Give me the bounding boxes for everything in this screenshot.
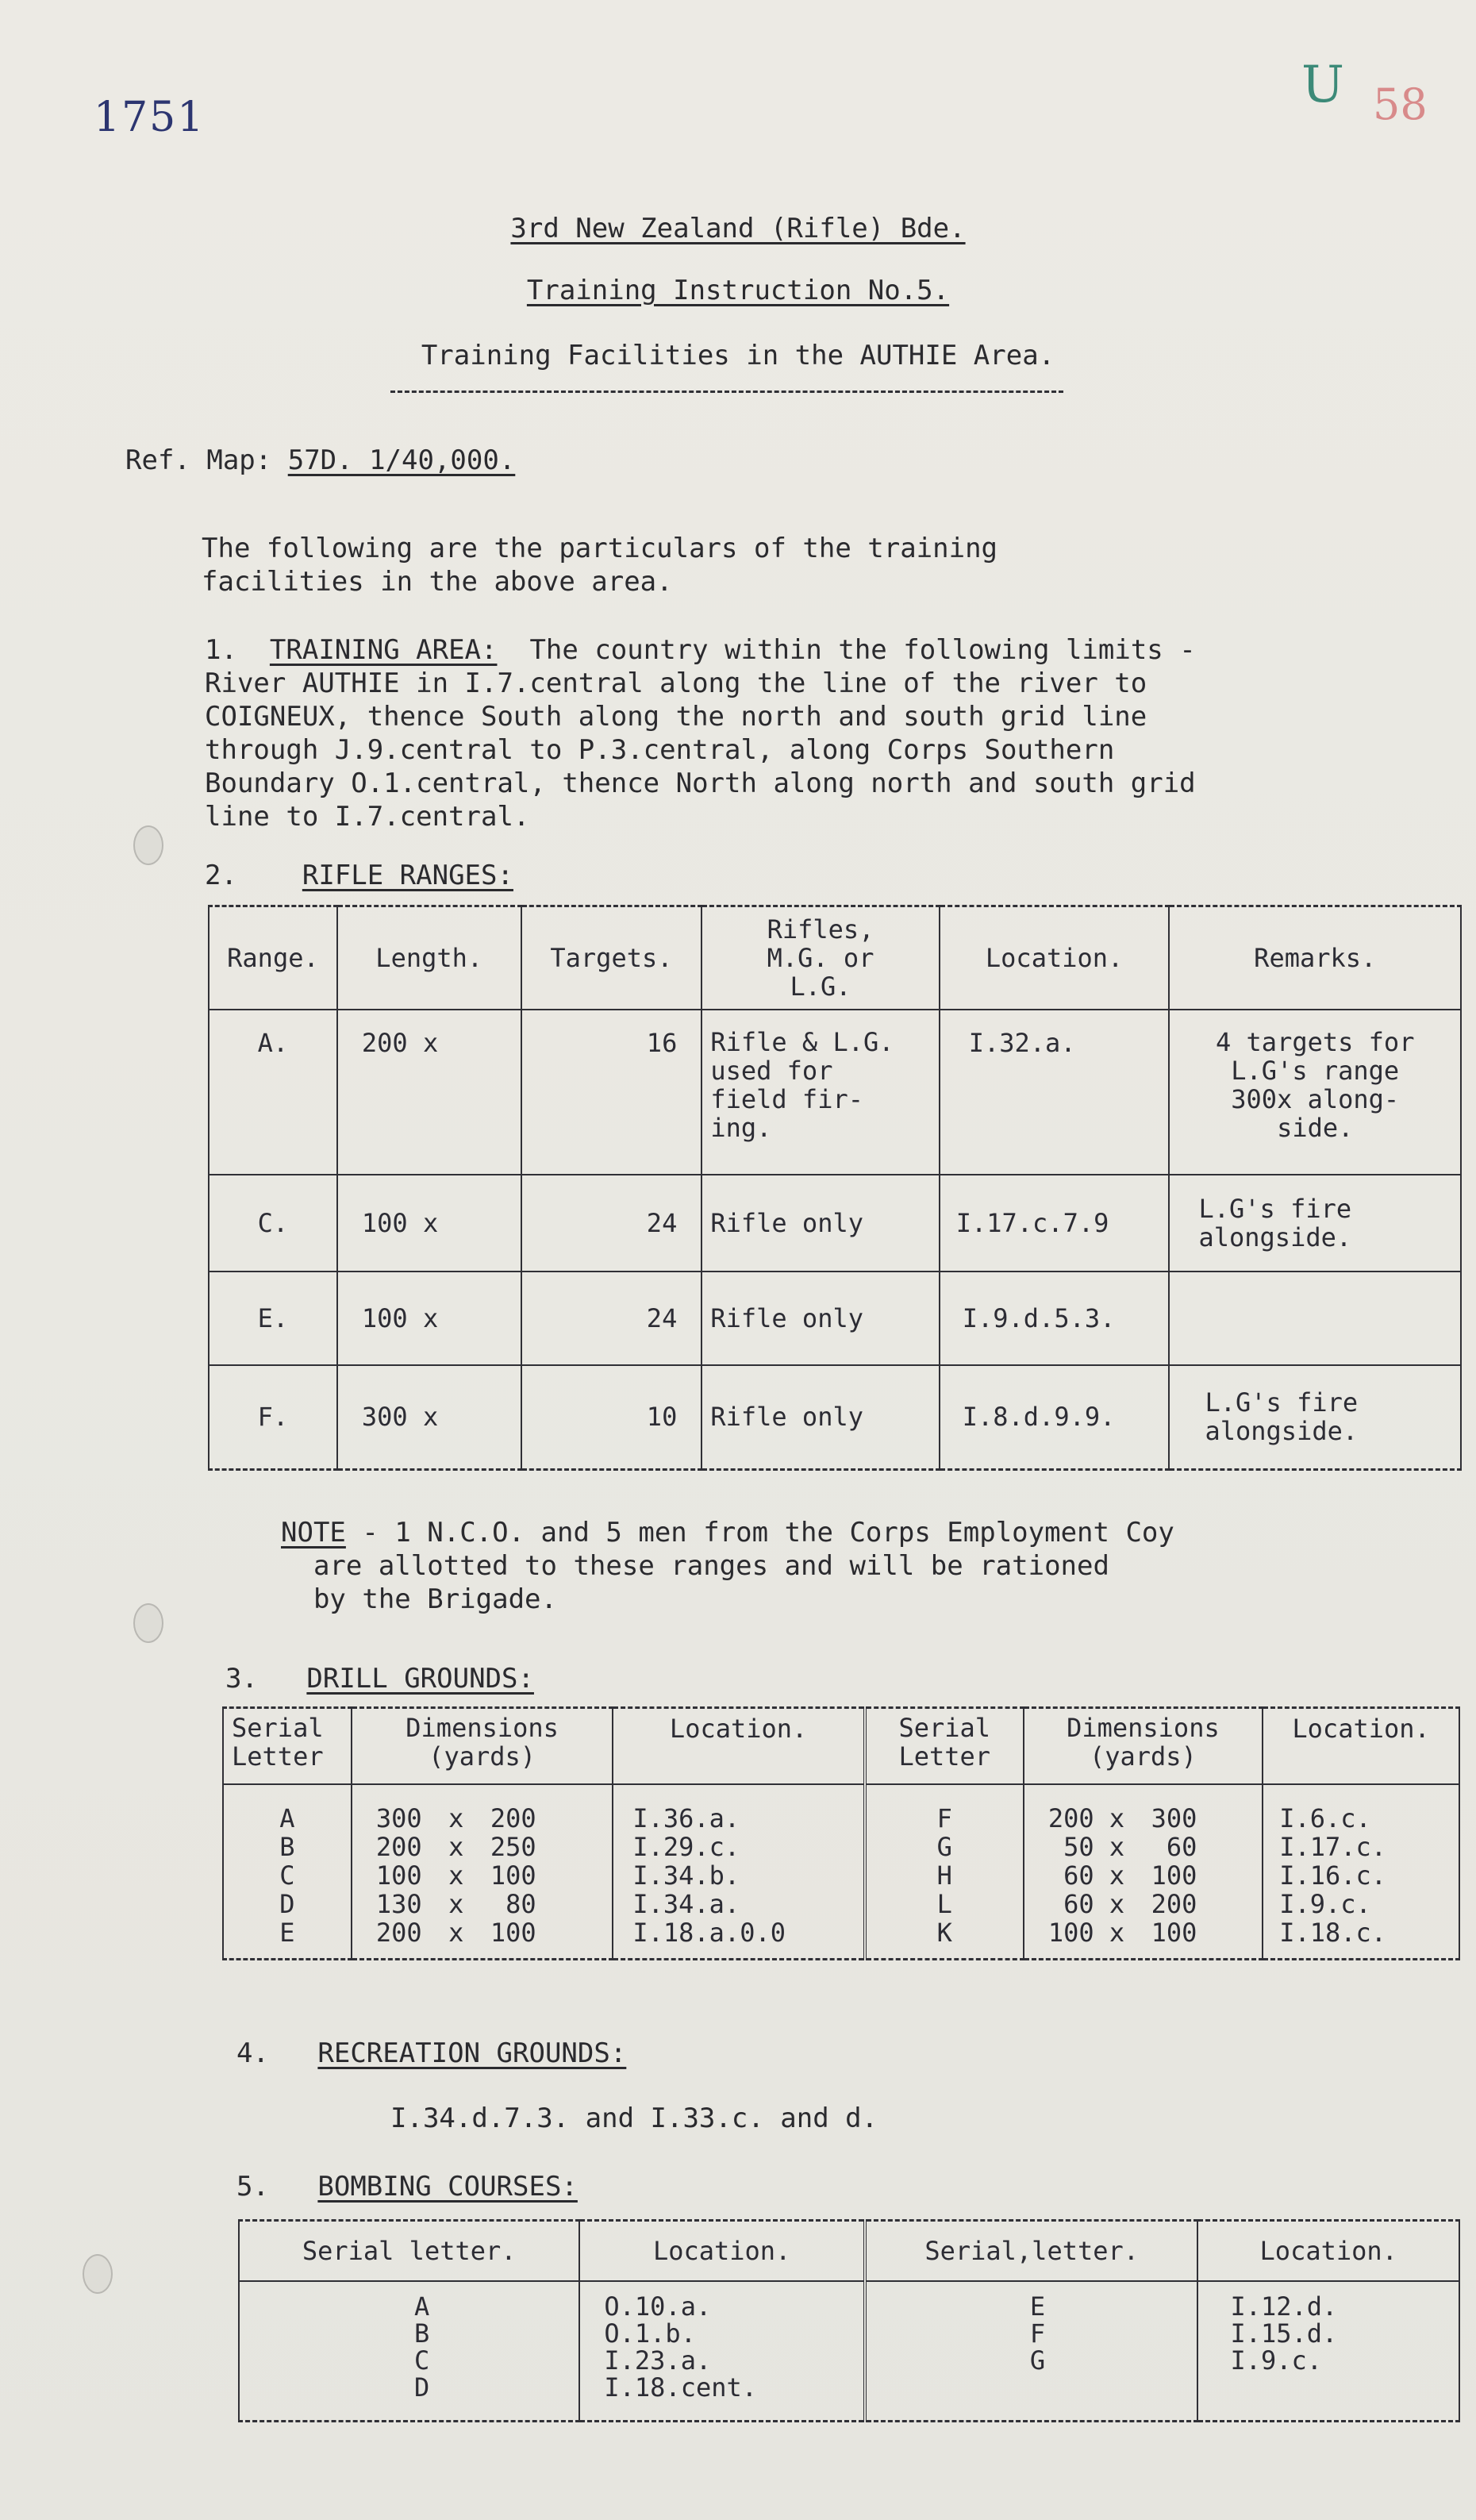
table-row <box>239 2281 1459 2422</box>
location-cell: I.17.c.7.9 <box>940 1175 1170 1272</box>
targets-cell: 10 <box>521 1365 702 1470</box>
range-cell: F. <box>209 1365 337 1470</box>
times-sign: x <box>448 1831 464 1862</box>
subject-title: Training Facilities in the AUTHIE Area. <box>421 340 1055 371</box>
range-cell: C. <box>209 1175 337 1272</box>
length-cell: 100 x <box>337 1175 521 1272</box>
serial-letter: G <box>936 1831 952 1862</box>
table-row <box>209 1272 1461 1365</box>
serial-letter: A <box>279 1802 295 1833</box>
section-number: 2. <box>205 860 237 891</box>
serial-letter: B <box>414 2318 430 2349</box>
table-row <box>223 1784 1459 1960</box>
targets-cell: 24 <box>521 1175 702 1272</box>
serial-letter: G <box>1029 2345 1046 2376</box>
dimension-a: 200 <box>375 1831 422 1862</box>
serial-letter: F <box>936 1802 952 1833</box>
type-cell: Rifle only <box>701 1365 939 1470</box>
range-cell: E. <box>209 1272 337 1365</box>
column-header: Dimensions (yards) <box>352 1708 613 1784</box>
column-header: Location. <box>940 906 1170 1010</box>
column-header: Location. <box>579 2221 865 2281</box>
location-list <box>613 1784 865 1960</box>
column-header: Location. <box>1263 1708 1459 1784</box>
length-cell: 300 x <box>337 1365 521 1470</box>
serial-letter: C <box>414 2345 430 2376</box>
ref-map-value: 57D. 1/40,000. <box>287 444 516 476</box>
serial-letter: E <box>1029 2291 1046 2322</box>
dimension-b: 60 <box>1166 1831 1197 1862</box>
serial-letter: E <box>279 1917 295 1948</box>
dimension-row <box>376 1861 604 1890</box>
times-sign: x <box>448 1888 464 1919</box>
remarks-cell: L.G's fire alongside. <box>1169 1365 1461 1470</box>
column-header: Length. <box>337 906 521 1010</box>
dimension-a: 60 <box>1063 1888 1094 1919</box>
location-value: I.12.d. <box>1230 2291 1338 2322</box>
dimension-a: 100 <box>1047 1917 1094 1948</box>
dimension-b: 80 <box>505 1888 536 1919</box>
table-row <box>209 1175 1461 1272</box>
type-cell: Rifle & L.G. used for field fir- ing. <box>701 1010 939 1175</box>
times-sign: x <box>448 1802 464 1833</box>
dimension-row <box>1037 1804 1255 1833</box>
dimension-b: 100 <box>490 1917 536 1948</box>
times-sign: x <box>1109 1888 1125 1919</box>
dimension-a: 100 <box>375 1860 422 1891</box>
dimension-b: 100 <box>1151 1860 1197 1891</box>
column-header: Serial Letter <box>865 1708 1024 1784</box>
serial-letter: H <box>936 1860 952 1891</box>
times-sign: x <box>448 1860 464 1891</box>
serial-letter: C <box>279 1860 295 1891</box>
dimension-b: 200 <box>1151 1888 1197 1919</box>
times-sign: x <box>448 1917 464 1948</box>
stamp-number: 1751 <box>94 94 206 141</box>
location-value: I.18.cent. <box>604 2372 758 2403</box>
instruction-title <box>0 275 1476 306</box>
targets-cell: 16 <box>521 1010 702 1175</box>
column-header: Serial Letter <box>223 1708 352 1784</box>
section-heading: TRAINING AREA: <box>269 634 498 666</box>
dimension-b: 100 <box>1151 1917 1197 1948</box>
drill-grounds-table <box>222 1706 1460 1960</box>
title-divider <box>390 391 1063 393</box>
serial-letter: F <box>1029 2318 1046 2349</box>
training-area-text-first: The country within the following limits - <box>529 634 1196 666</box>
dimension-a: 200 <box>375 1917 422 1948</box>
punch-hole <box>133 1603 163 1643</box>
section-drill-grounds <box>225 1662 534 1695</box>
column-header: Location. <box>613 1708 865 1784</box>
table-row <box>209 1010 1461 1175</box>
section-number: 1. <box>205 634 237 666</box>
length-cell: 200 x <box>337 1010 521 1175</box>
punch-hole <box>83 2254 113 2294</box>
column-header: Range. <box>209 906 337 1010</box>
section-heading: RIFLE RANGES: <box>302 860 513 891</box>
dimension-row <box>376 1918 604 1947</box>
dimension-row <box>376 1833 604 1861</box>
section-recreation <box>236 2037 626 2070</box>
column-header: Serial,letter. <box>865 2221 1198 2281</box>
punch-hole <box>133 825 163 865</box>
column-header: Location. <box>1197 2221 1459 2281</box>
location-value: I.6.c. <box>1279 1802 1371 1833</box>
dimension-row <box>376 1804 604 1833</box>
location-value: I.18.a.0.0 <box>632 1917 786 1948</box>
ref-map <box>125 444 515 476</box>
section-number: 3. <box>225 1663 258 1695</box>
serial-letter-list <box>865 2281 1198 2422</box>
handwritten-mark: U <box>1301 56 1344 114</box>
unit-title-text: 3rd New Zealand (Rifle) Bde. <box>510 213 966 244</box>
training-area-text: River AUTHIE in I.7.central along the line of the river to COIGNEUX, thence South along the north and south grid line through J.9.central to P.3.central, along Corps Southern Boundary O.1.central, thence North along north and south grid line to I.7.central. <box>205 668 1196 833</box>
location-list <box>1197 2281 1459 2422</box>
remarks-cell: L.G's fire alongside. <box>1169 1175 1461 1272</box>
section-number: 4. <box>236 2037 269 2069</box>
location-cell: I.9.d.5.3. <box>940 1272 1170 1365</box>
column-header: Dimensions (yards) <box>1024 1708 1263 1784</box>
location-list <box>579 2281 865 2422</box>
serial-letter: D <box>414 2372 430 2403</box>
location-value: I.34.a. <box>632 1888 740 1919</box>
serial-letter: L <box>936 1888 952 1919</box>
serial-letter: B <box>279 1831 295 1862</box>
length-cell: 100 x <box>337 1272 521 1365</box>
dimension-a: 300 <box>375 1802 422 1833</box>
rifle-ranges-note <box>281 1516 1174 1616</box>
location-value: I.18.c. <box>1279 1917 1387 1948</box>
location-value: I.9.c. <box>1230 2345 1323 2376</box>
ref-map-label: Ref. Map: <box>125 444 272 476</box>
section-heading: BOMBING COURSES: <box>317 2171 578 2203</box>
intro-text: The following are the particulars of the training facilities in the above area. <box>202 533 998 598</box>
table-header-row <box>239 2221 1459 2281</box>
column-header: Targets. <box>521 906 702 1010</box>
instruction-title-text: Training Instruction No.5. <box>526 275 950 306</box>
column-header: Remarks. <box>1169 906 1461 1010</box>
times-sign: x <box>1109 1802 1125 1833</box>
dimension-row <box>1037 1890 1255 1918</box>
dimension-b: 200 <box>490 1802 536 1833</box>
note-label: NOTE <box>281 1517 346 1549</box>
location-value: I.36.a. <box>632 1802 740 1833</box>
dimension-row <box>1037 1861 1255 1890</box>
dimension-a: 60 <box>1063 1860 1094 1891</box>
remarks-cell: 4 targets for L.G's range 300x along- side. <box>1169 1010 1461 1175</box>
bombing-courses-table <box>238 2219 1460 2422</box>
handwritten-number: 58 <box>1373 79 1428 129</box>
table-header-row <box>223 1708 1459 1784</box>
section-number: 5. <box>236 2171 269 2203</box>
dimension-a: 130 <box>375 1888 422 1919</box>
dimension-b: 100 <box>490 1860 536 1891</box>
type-cell: Rifle only <box>701 1272 939 1365</box>
type-cell: Rifle only <box>701 1175 939 1272</box>
location-value: I.9.c. <box>1279 1888 1371 1919</box>
serial-letter: K <box>936 1917 952 1948</box>
note-text: - 1 N.C.O. and 5 men from the Corps Employment Coy are allotted to these ranges and will be rationed by the Brigade. <box>313 1517 1174 1615</box>
location-value: I.16.c. <box>1279 1860 1387 1891</box>
times-sign: x <box>1109 1917 1125 1948</box>
dimensions-list <box>352 1784 613 1960</box>
section-bombing <box>236 2170 578 2203</box>
dimension-b: 250 <box>490 1831 536 1862</box>
location-cell: I.32.a. <box>940 1010 1170 1175</box>
dimension-a: 200 <box>1047 1802 1094 1833</box>
dimension-row <box>376 1890 604 1918</box>
serial-letter-list <box>223 1784 352 1960</box>
location-value: I.34.b. <box>632 1860 740 1891</box>
remarks-cell <box>1169 1272 1461 1365</box>
column-header: Serial letter. <box>239 2221 579 2281</box>
rifle-ranges-table <box>208 905 1462 1471</box>
section-rifle-ranges <box>205 859 513 892</box>
serial-letter-list <box>865 1784 1024 1960</box>
range-cell: A. <box>209 1010 337 1175</box>
times-sign: x <box>1109 1831 1125 1862</box>
column-header: Rifles, M.G. or L.G. <box>701 906 939 1010</box>
serial-letter: A <box>414 2291 430 2322</box>
section-training-area <box>205 633 1196 667</box>
table-header-row <box>209 906 1461 1010</box>
serial-letter: D <box>279 1888 295 1919</box>
dimension-row <box>1037 1918 1255 1947</box>
location-value: O.10.a. <box>604 2291 712 2322</box>
section-heading: RECREATION GROUNDS: <box>317 2037 627 2069</box>
location-value: I.17.c. <box>1279 1831 1387 1862</box>
times-sign: x <box>1109 1860 1125 1891</box>
dimensions-list <box>1024 1784 1263 1960</box>
recreation-text: I.34.d.7.3. and I.33.c. and d. <box>390 2103 878 2134</box>
location-value: I.29.c. <box>632 1831 740 1862</box>
location-value: O.1.b. <box>604 2318 696 2349</box>
section-heading: DRILL GROUNDS: <box>306 1663 534 1695</box>
location-value: I.15.d. <box>1230 2318 1338 2349</box>
targets-cell: 24 <box>521 1272 702 1365</box>
dimension-b: 300 <box>1151 1802 1197 1833</box>
location-cell: I.8.d.9.9. <box>940 1365 1170 1470</box>
location-list <box>1263 1784 1459 1960</box>
serial-letter-list <box>239 2281 579 2422</box>
location-value: I.23.a. <box>604 2345 712 2376</box>
dimension-a: 50 <box>1063 1831 1094 1862</box>
dimension-row <box>1037 1833 1255 1861</box>
table-row <box>209 1365 1461 1470</box>
unit-title <box>0 213 1476 244</box>
